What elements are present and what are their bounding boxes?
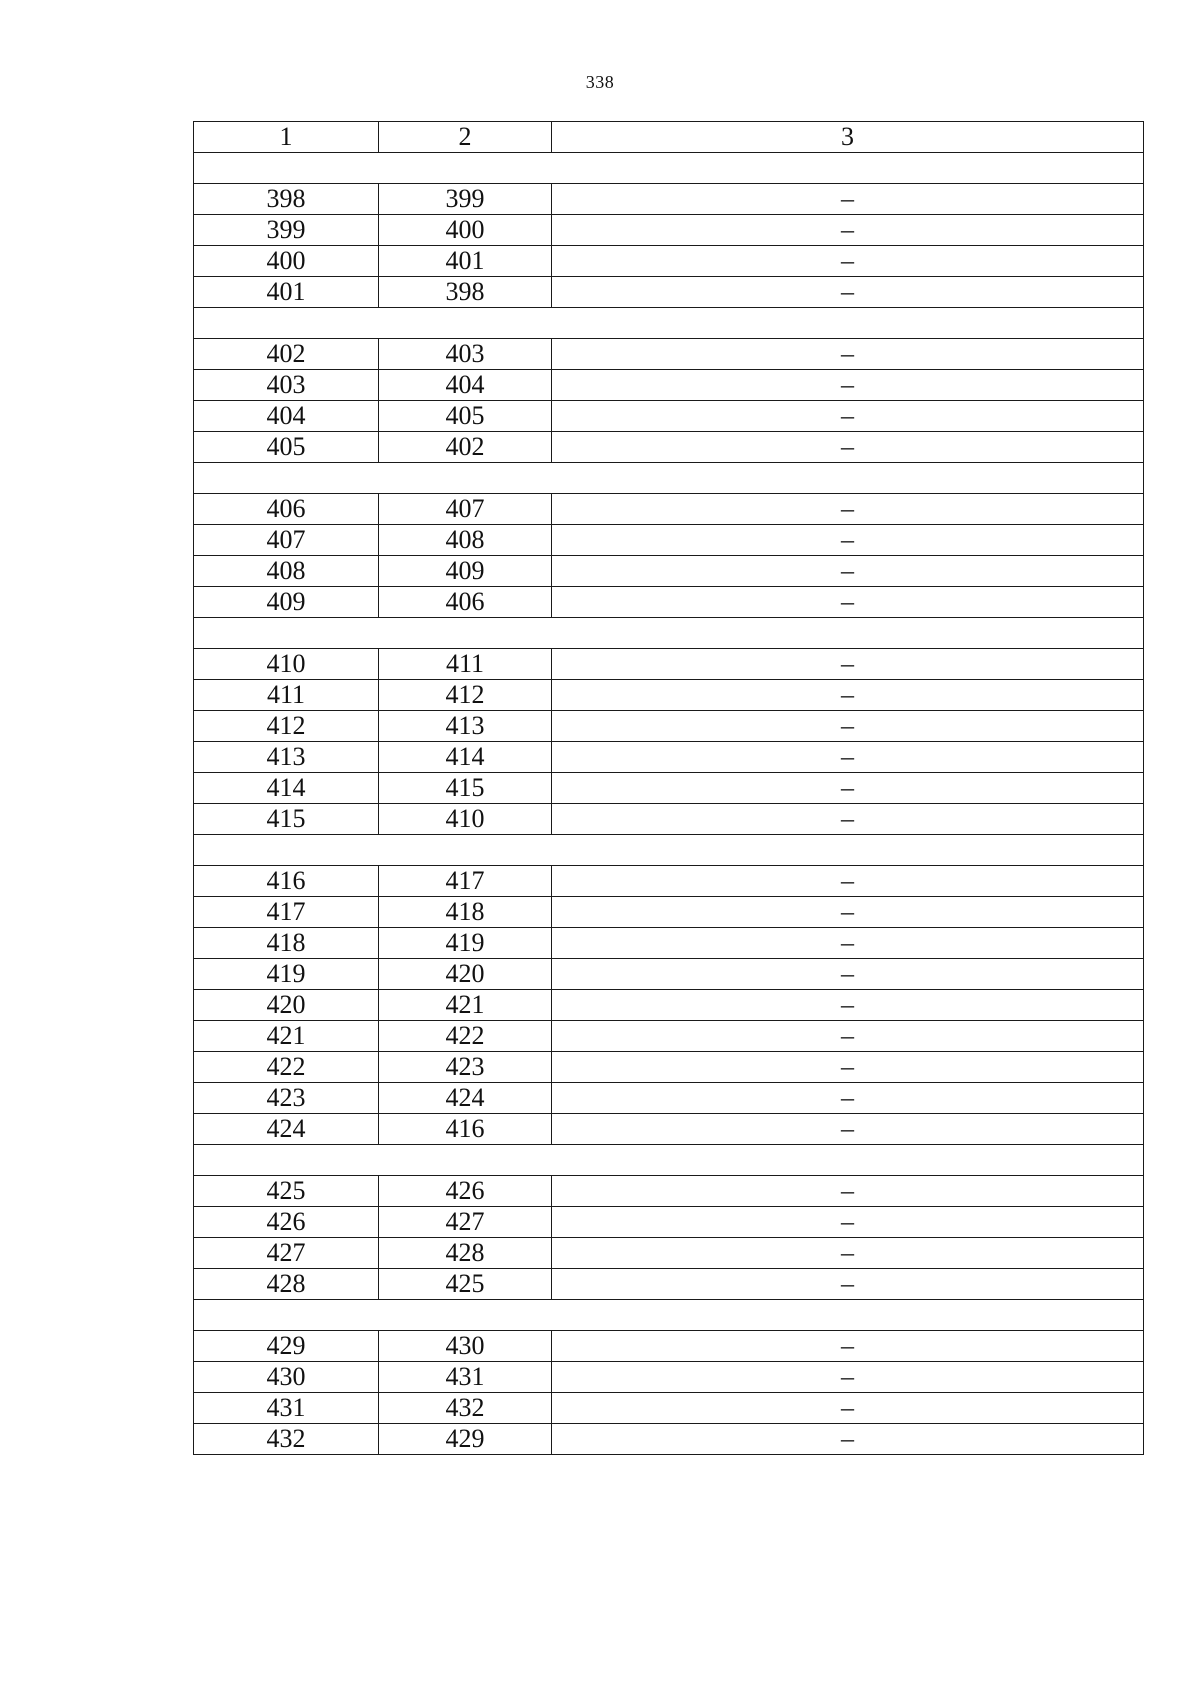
table-cell: 415 <box>379 773 552 804</box>
table-header-row <box>194 122 1144 153</box>
table-cell: 406 <box>379 587 552 618</box>
table-row <box>194 959 1144 990</box>
table-cell: 430 <box>379 1331 552 1362</box>
table-cell: – <box>552 215 1144 246</box>
table-cell: 431 <box>194 1393 379 1424</box>
table-cell: 408 <box>194 556 379 587</box>
table-row <box>194 370 1144 401</box>
table-cell: 416 <box>194 866 379 897</box>
table-cell: – <box>552 1269 1144 1300</box>
table-cell: – <box>552 1207 1144 1238</box>
table-row <box>194 1207 1144 1238</box>
page-number: 338 <box>585 72 615 92</box>
table-row <box>194 494 1144 525</box>
table-cell: 422 <box>194 1052 379 1083</box>
table-cell: 402 <box>379 432 552 463</box>
table-cell: – <box>552 556 1144 587</box>
table-cell: – <box>552 773 1144 804</box>
table-cell: 417 <box>379 866 552 897</box>
table-row <box>194 1424 1144 1455</box>
table-cell: 406 <box>194 494 379 525</box>
table-cell: 413 <box>379 711 552 742</box>
table-cell: 398 <box>194 184 379 215</box>
table-cell: 426 <box>194 1207 379 1238</box>
table-cell: 427 <box>194 1238 379 1269</box>
table-cell: 407 <box>194 525 379 556</box>
table-cell: 411 <box>379 649 552 680</box>
table-cell: 421 <box>379 990 552 1021</box>
group-separator-row <box>194 308 1144 339</box>
table-cell: – <box>552 1362 1144 1393</box>
table-row <box>194 184 1144 215</box>
group-separator-row <box>194 463 1144 494</box>
table-row <box>194 1176 1144 1207</box>
table-cell: – <box>552 525 1144 556</box>
table-cell: 417 <box>194 897 379 928</box>
table-cell: 432 <box>379 1393 552 1424</box>
table-cell: 411 <box>194 680 379 711</box>
table-cell: 404 <box>379 370 552 401</box>
group-separator-row <box>194 153 1144 184</box>
table-row <box>194 680 1144 711</box>
table-cell: 427 <box>379 1207 552 1238</box>
table-row <box>194 990 1144 1021</box>
group-separator-row <box>194 1145 1144 1176</box>
table-cell: 401 <box>194 277 379 308</box>
table-cell: – <box>552 432 1144 463</box>
table-cell: – <box>552 1424 1144 1455</box>
table-cell: 419 <box>194 959 379 990</box>
group-separator-row <box>194 618 1144 649</box>
table-row <box>194 1052 1144 1083</box>
table-cell: 404 <box>194 401 379 432</box>
table-row <box>194 1238 1144 1269</box>
table-row <box>194 711 1144 742</box>
table-cell: – <box>552 1331 1144 1362</box>
table-row <box>194 215 1144 246</box>
table-cell: 403 <box>194 370 379 401</box>
table-cell: – <box>552 1052 1144 1083</box>
table-row <box>194 339 1144 370</box>
table-cell: 412 <box>194 711 379 742</box>
table-cell: – <box>552 370 1144 401</box>
table-cell: – <box>552 277 1144 308</box>
table-cell: – <box>552 928 1144 959</box>
table-cell: 425 <box>194 1176 379 1207</box>
table-cell: 425 <box>379 1269 552 1300</box>
table-cell: – <box>552 1393 1144 1424</box>
table-cell: – <box>552 990 1144 1021</box>
table-row <box>194 866 1144 897</box>
table-cell: 431 <box>379 1362 552 1393</box>
table-row <box>194 1114 1144 1145</box>
table-cell: 423 <box>379 1052 552 1083</box>
table-cell: – <box>552 1176 1144 1207</box>
table-row <box>194 1021 1144 1052</box>
group-separator-cell <box>194 618 1144 649</box>
group-separator-cell <box>194 153 1144 184</box>
group-separator-cell <box>194 463 1144 494</box>
table-row <box>194 401 1144 432</box>
table-cell: 422 <box>379 1021 552 1052</box>
table-body <box>194 122 1144 1455</box>
table-cell: 418 <box>194 928 379 959</box>
column-header: 3 <box>552 122 1144 153</box>
table-cell: 415 <box>194 804 379 835</box>
table-cell: – <box>552 494 1144 525</box>
table-cell: 410 <box>194 649 379 680</box>
table-cell: 414 <box>194 773 379 804</box>
table-cell: – <box>552 1114 1144 1145</box>
data-table <box>193 121 1144 1455</box>
table-cell: 416 <box>379 1114 552 1145</box>
table-cell: 432 <box>194 1424 379 1455</box>
table-cell: 407 <box>379 494 552 525</box>
group-separator-row <box>194 835 1144 866</box>
table-cell: 424 <box>379 1083 552 1114</box>
table-cell: 421 <box>194 1021 379 1052</box>
table-cell: 401 <box>379 246 552 277</box>
table-row <box>194 804 1144 835</box>
table-row <box>194 525 1144 556</box>
table-cell: 423 <box>194 1083 379 1114</box>
group-separator-cell <box>194 835 1144 866</box>
table-cell: – <box>552 246 1144 277</box>
table-row <box>194 1393 1144 1424</box>
table-cell: – <box>552 1021 1144 1052</box>
table-cell: 428 <box>194 1269 379 1300</box>
table-cell: 400 <box>194 246 379 277</box>
table-cell: – <box>552 959 1144 990</box>
table-cell: 429 <box>379 1424 552 1455</box>
table-row <box>194 897 1144 928</box>
table-cell: 403 <box>379 339 552 370</box>
table-cell: – <box>552 339 1144 370</box>
table-cell: 409 <box>194 587 379 618</box>
table-cell: – <box>552 804 1144 835</box>
table-cell: 413 <box>194 742 379 773</box>
table-cell: 420 <box>379 959 552 990</box>
table-cell: 402 <box>194 339 379 370</box>
table-cell: 429 <box>194 1331 379 1362</box>
table-row <box>194 1331 1144 1362</box>
table-cell: – <box>552 401 1144 432</box>
table-row <box>194 773 1144 804</box>
group-separator-cell <box>194 1300 1144 1331</box>
table-cell: – <box>552 742 1144 773</box>
table-cell: 398 <box>379 277 552 308</box>
column-header: 1 <box>194 122 379 153</box>
group-separator-row <box>194 1300 1144 1331</box>
table-row <box>194 432 1144 463</box>
table-cell: – <box>552 680 1144 711</box>
table-cell: 409 <box>379 556 552 587</box>
table-row <box>194 1083 1144 1114</box>
table-cell: 405 <box>379 401 552 432</box>
table-cell: 405 <box>194 432 379 463</box>
table-row <box>194 649 1144 680</box>
table-cell: 410 <box>379 804 552 835</box>
table-row <box>194 556 1144 587</box>
table-row <box>194 277 1144 308</box>
table-row <box>194 742 1144 773</box>
table-cell: – <box>552 184 1144 215</box>
table-cell: 408 <box>379 525 552 556</box>
table-cell: 430 <box>194 1362 379 1393</box>
table-cell: 419 <box>379 928 552 959</box>
table-row <box>194 587 1144 618</box>
table-cell: 414 <box>379 742 552 773</box>
table-row <box>194 1362 1144 1393</box>
table-cell: – <box>552 587 1144 618</box>
table-cell: – <box>552 711 1144 742</box>
table-row <box>194 928 1144 959</box>
table-row <box>194 1269 1144 1300</box>
table-cell: – <box>552 897 1144 928</box>
table-cell: 426 <box>379 1176 552 1207</box>
group-separator-cell <box>194 308 1144 339</box>
table-row <box>194 246 1144 277</box>
column-header: 2 <box>379 122 552 153</box>
table-cell: 399 <box>379 184 552 215</box>
table-cell: – <box>552 1083 1144 1114</box>
table-cell: 399 <box>194 215 379 246</box>
table-cell: 418 <box>379 897 552 928</box>
table-cell: – <box>552 1238 1144 1269</box>
table-cell: 400 <box>379 215 552 246</box>
table-cell: 412 <box>379 680 552 711</box>
group-separator-cell <box>194 1145 1144 1176</box>
table-cell: – <box>552 866 1144 897</box>
table-cell: – <box>552 649 1144 680</box>
table-cell: 428 <box>379 1238 552 1269</box>
table-cell: 420 <box>194 990 379 1021</box>
table-cell: 424 <box>194 1114 379 1145</box>
